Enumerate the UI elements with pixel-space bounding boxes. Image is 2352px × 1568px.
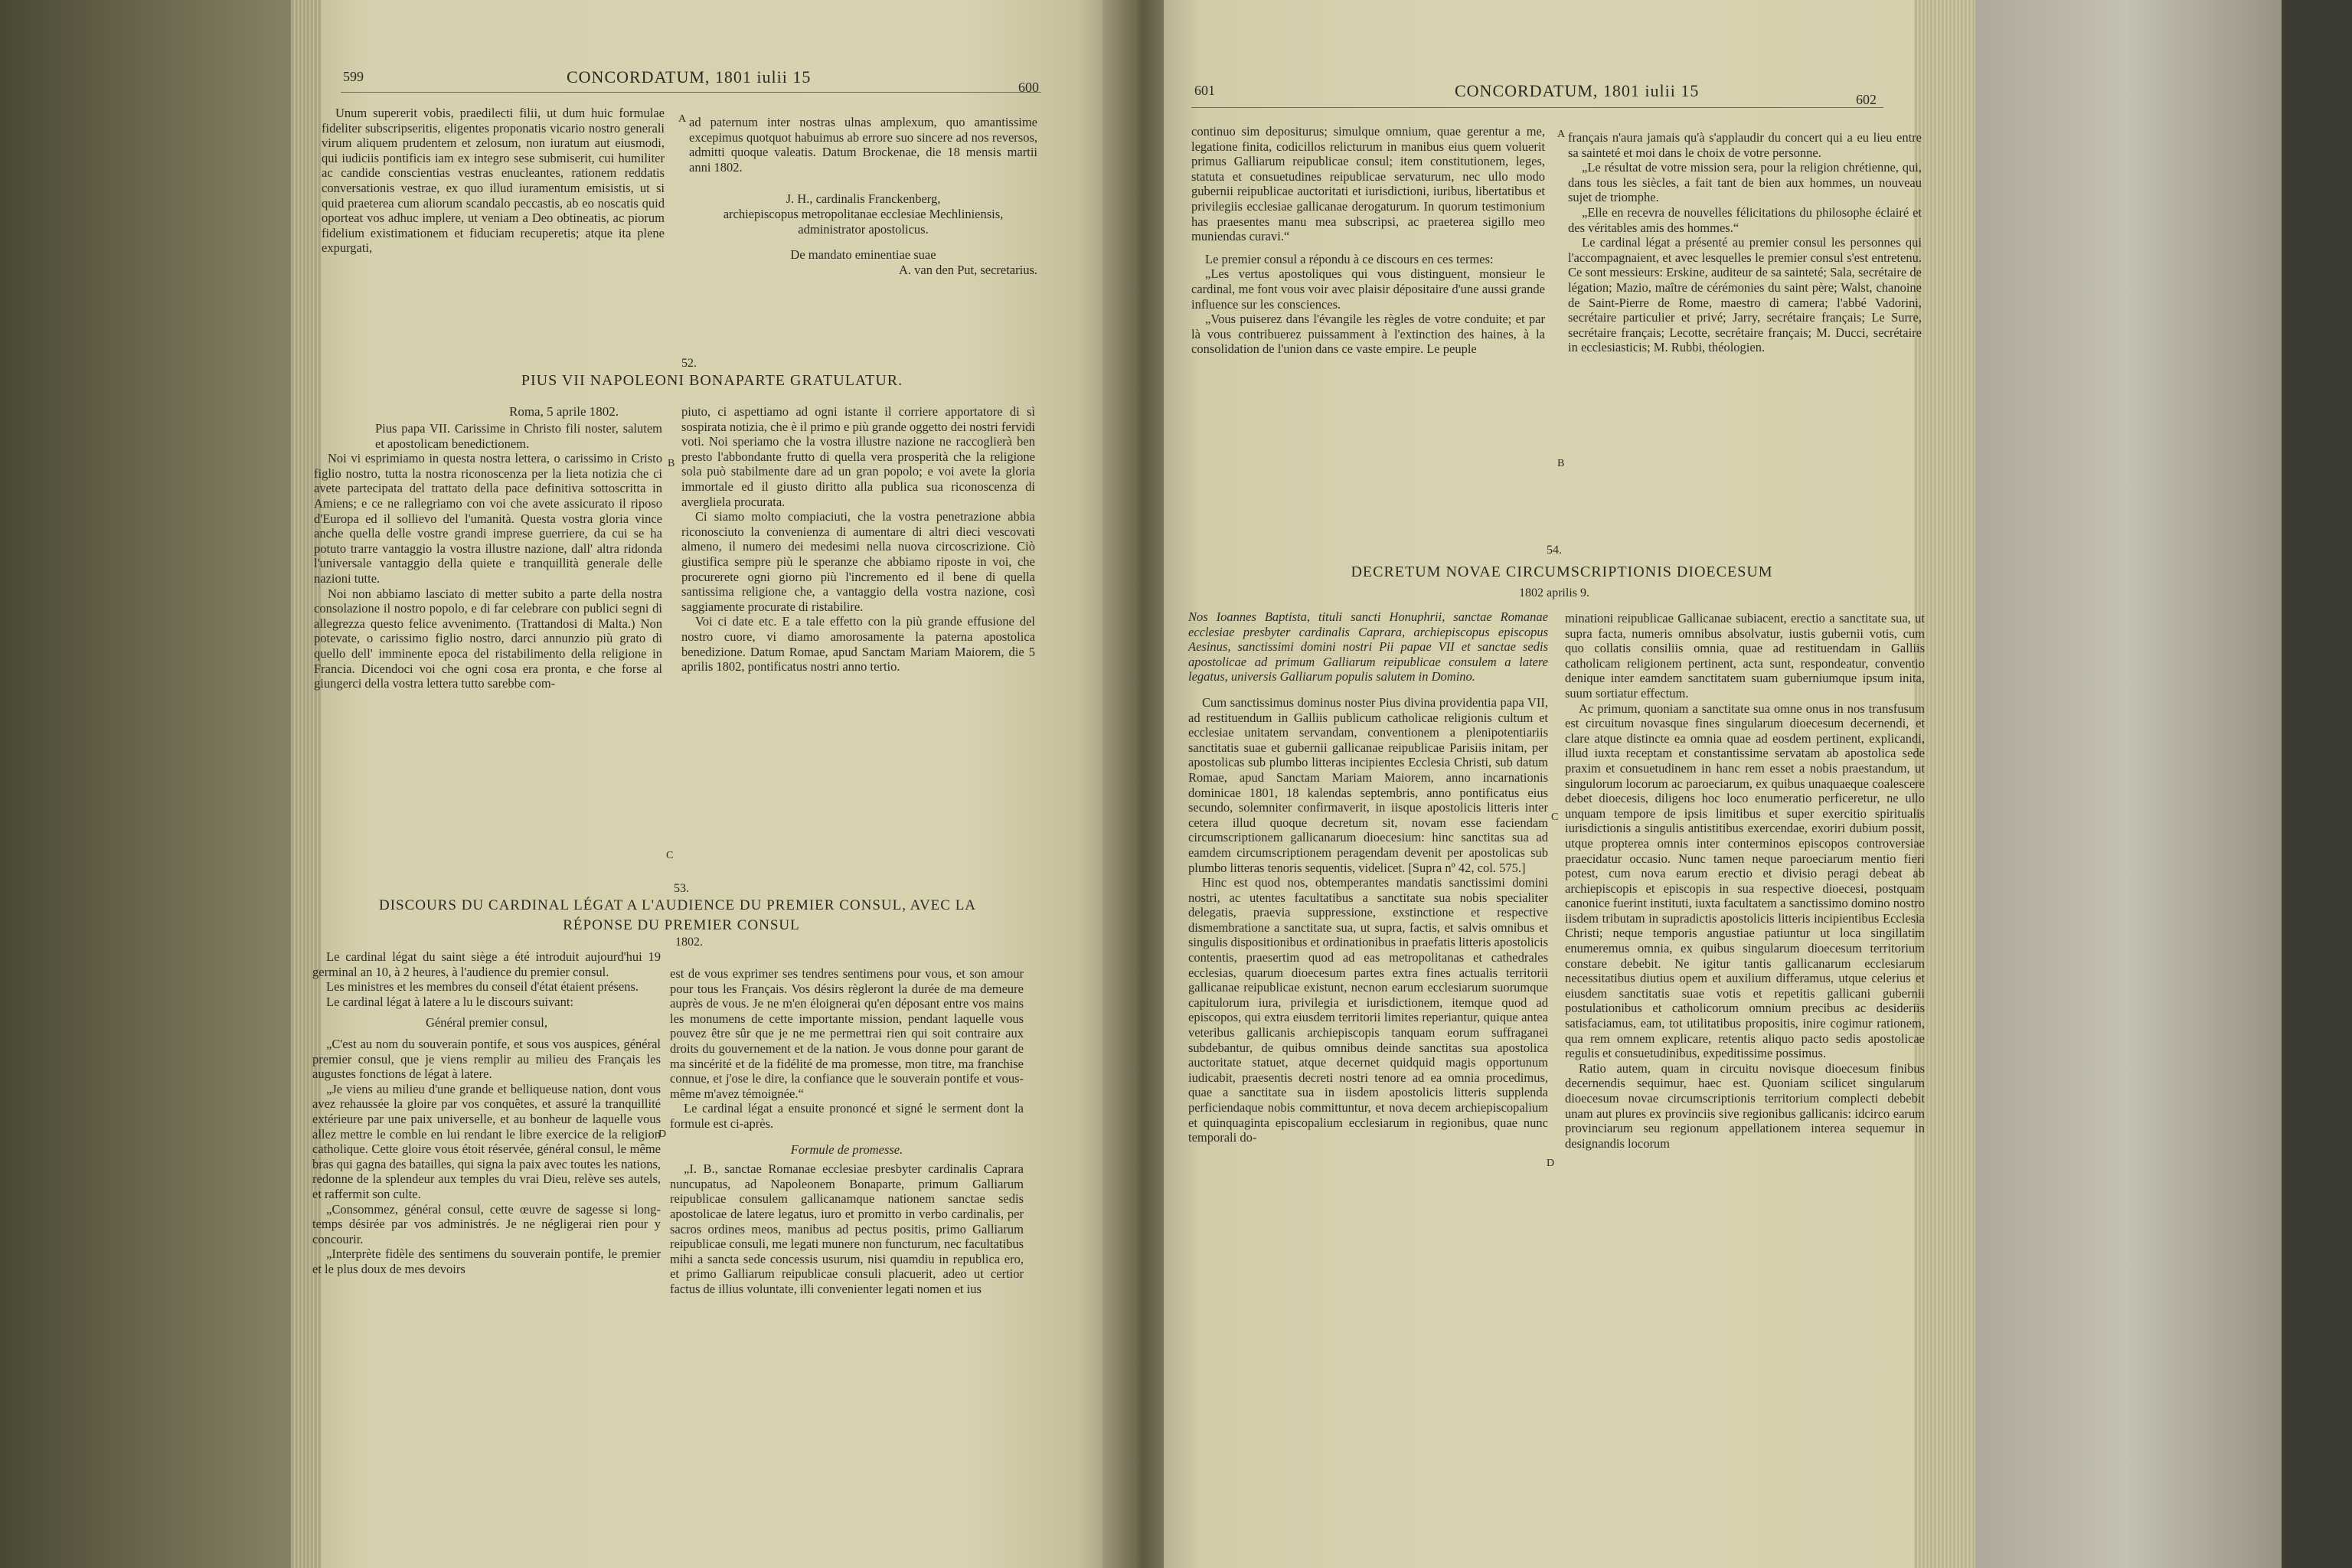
paragraph: Unum supererit vobis, praedilecti filii, ut dum huic formulae fideliter subscripseritis, eligentes proponatis vicario nostro generali virum aliquem prudentem et zelosum, non iuratum aut eiusmodi, qui iudiciis pontificis iam ex integro sese submiserit, cui humiliter ac candide conscientias vestras enucleantes, rationem reddatis conversationis vestrae, ex quo illud iuramentum emisistis, ut si quid praeterea cum aliorum scandalo peccastis, ab eo noscatis quid oporteat vos adhuc implere, ut veniam a Deo obtineatis, ac piorum fidelium existimationem et fiduciam recuperetis; atque ita plene expurgati, [322, 106, 665, 256]
paragraph: continuo sim depositurus; simulque omnium, quae gerentur a me, legatione finita, codicillos relicturum in manibus eius quem voluerit primus Galliarum reipublicae consul; item constitutionem, leges, statuta et consuetudines reipublicae servaturum, nec ullo modo gubernii reipublicae auctoritati et iurisdictioni, iuribus, libertatibus et privilegiis ecclesiae gallicanae derogaturum. In quorum testimonium has praesentes manu mea subscripsi, ac praeterea sigillo meo muniendas curavi.“ [1191, 124, 1545, 244]
paragraph: Le premier consul a répondu à ce discours en ces termes: [1205, 251, 1494, 266]
intro-paragraph: Nos Ioannes Baptista, tituli sancti Honuphrii, sanctae Romanae ecclesiae presbyter cardinalis Caprara, archiepiscopus episcopus Aesinus, sanctissimi domini nostri Pii papae VII et sanctae sedis apostolicae ad primum Galliarum reipublicae consulem a latere legatus, universis Galliarum populis salutem in Domino. [1188, 609, 1548, 684]
paragraph: „Consommez, général consul, cette œuvre de sagesse si long-temps désirée par vos administrés. Je ne négligerai rien pour y concourir. [312, 1201, 661, 1246]
right-top-column-1 [1191, 124, 1545, 357]
document-year-53: 1802. [675, 936, 703, 949]
paragraph: Le cardinal légat à latere a lu le discours suivant: [326, 994, 573, 1009]
paragraph: Le cardinal légat a ensuite prononcé et signé le serment dont la formule est ci-après. [670, 1101, 1024, 1131]
paragraph: „Vous puiserez dans l'évangile les règles de votre conduite; et par là vous contribuerez puissamment à l'extinction des haines, à la consolidation de l'union dans ce vaste empire. Le peuple [1191, 312, 1545, 357]
paragraph: minationi reipublicae Gallicanae subiacent, erectio a sanctitate sua, ut supra facta, numeris omnibus absolvatur, iustis gubernii votis, cum quo collatis consiliis omnia, quae ad restituendam in Galliis catholicam religionem pertinent, acta sunt, respondeatur, conventio denique inter eamdem sanctitatem suam guberniumque ipsum inita, suum sortiatur effectum. [1565, 611, 1925, 701]
paragraph: Les ministres et les membres du conseil d'état étaient présens. [326, 979, 639, 995]
doc54-column-1 [1188, 609, 1548, 1145]
document-number-54: 54. [1547, 544, 1562, 557]
page-number-599: 599 [343, 69, 364, 84]
paragraph: Noi non abbiamo lasciato di metter subito a parte della nostra consolazione il nostro popolo, e di far celebrare con publici segni di allegrezza questo felice avvenimento. (Trattandosi di Malta.) Non potevate, o carissimo figlio nostro, darci annunzio più grato di quello dell' imminente epoca del ristabilimento della religione in Francia. Dicendoci voi che ogni cosa era pronta, e che forse al giungerci della vostra lettera tutto sarebbe com- [314, 586, 662, 691]
paragraph: piuto, ci aspettiamo ad ogni istante il corriere apportatore di sì sospirata notizia, che è il primo e più grande oggetto dei nostri fervidi voti. Noi speriamo che la vostra illustre nazione ne raccoglierà ben presto l'abbondante frutto di quella vera prosperità che la religione sola può stabilmente dare ad un gran popolo; e voi avete la gloria immortale ed il giusto diritto alla publica sua riconoscenza di avergliela procurata. [681, 404, 1035, 509]
running-title-right: CONCORDATUM, 1801 iulii 15 [1455, 81, 1700, 100]
page-number-600: 600 [1018, 80, 1039, 95]
doc53-column-2 [670, 966, 1024, 1296]
signature-title: archiepiscopus metropolitanae ecclesiae Mechliniensis, administrator apostolicus. [723, 206, 1004, 237]
margin-letter-d: D [1547, 1158, 1555, 1169]
margin-letter-a: A [678, 113, 687, 125]
background-edge [2282, 0, 2352, 1568]
document-heading-53-line2: RÉPONSE DU PREMIER CONSUL [563, 917, 800, 933]
header-rule-right [1191, 107, 1883, 108]
document-number-53: 53. [674, 882, 689, 895]
paragraph: Ci siamo molto compiaciuti, che la vostra penetrazione abbia riconosciuto la convenienza di aumentare di altri dieci vescovati almeno, il numero dei medesimi nella nuova circoscrizione. Ciò giustifica sempre più le speranze che abbiamo riposte in voi, che procurerete ogni giorno più l'incremento ed il bene di quella santissima religione che, a vantaggio della vostra nazione, così saggiamente procurate di ristabilire. [681, 509, 1035, 614]
paragraph: „C'est au nom du souverain pontife, et sous vos auspices, général premier consul, que je viens remplir au milieu des Français les augustes fonctions de légat à latere. [312, 1036, 661, 1082]
margin-letter-a: A [1557, 129, 1566, 140]
paragraph: Ratio autem, quam in circuitu novisque dioecesum finibus decernendis sequimur, haec est. Quoniam scilicet singularum dioecesum novae circumscriptionis territorium complecti debebit unam aut plures ex provinciis sive regionibus gallicanis: idcirco earum provinciarum seu regionum appellationem interea sequemur in designandis locorum [1565, 1060, 1925, 1151]
paragraph: est de vous exprimer ses tendres sentimens pour vous, et son amour pour tous les Français. Vos désirs règleront la durée de ma demeure auprès de vous. Je ne m'en éloignerai qu'en déposant entre vos mains les monumens de cette importante mission, pendant laquelle vous pouvez être sûr que je ne me permettrai rien qui soit contraire aux droits du gouvernement et de la nation. Je vous donne pour garant de ma sincérité et de la fidélité de ma promesse, mon titre, ma franchise connue, et j'ose le dire, la confiance que le souverain pontife et vous-même m'avez témoignée.“ [670, 966, 1024, 1101]
doc53-column-1 [312, 949, 661, 1276]
paragraph: „Je viens au milieu d'une grande et belliqueuse nation, dont vous avez rehaussée la gloire par vos conquêtes, et assuré la tranquillité extérieure par une paix universelle, et au bonheur de laquelle vous allez mettre le comble en lui rendant le libre exercice de la religion catholique. Cette gloire vous étoit réservée, général consul, le même bras qui gagna des batailles, qui signa la paix avec toutes les nations, redonne de la splendeur aux temples du vrai Dieu, relève ses autels, et raffermit son culte. [312, 1081, 661, 1201]
margin-letter-c: C [666, 850, 674, 861]
margin-letter-d: D [658, 1129, 667, 1140]
page-number-602: 602 [1856, 92, 1877, 107]
paragraph: Noi vi esprimiamo in questa nostra lettera, o carissimo in Cristo figlio nostro, tutta la nostra riconoscenza per la lieta notizia che ci avete partecipata del trattato della pace definitiva sottoscritta in Amiens; e ce ne rallegriamo con voi che avete assicurato il riposo d'Europa ed il sollievo del l'umanità. Questa vostra gloria vince anche quella delle vostre grandi imprese guerriere, da cui se ha potuto trarre vantaggio la vostra illustre nazione, dall' altra ridonda l'universale vantaggio della quiete e tranquillità generale delle nazioni tutte. [314, 451, 662, 586]
paragraph: Le cardinal légat a présenté au premier consul les personnes qui l'accompagnaient, et avec lesquelles le premier consul s'est entretenu. Ce sont messieurs: Erskine, auditeur de sa sainteté; Sala, secrétaire de légation; Mazio, maître de cérémonies du saint père; Walst, chanoine de Saint-Pierre de Rome, maestro di camera; l'abbé Vadorini, secrétaire particulier et privé; Jarry, secrétaire français; Le Surre, secrétaire français; Lecotte, secrétaire français; M. Ducci, secrétaire in ecclesiasticis; M. Rubbi, théologien. [1568, 235, 1922, 355]
doc52-column-2 [681, 404, 1035, 675]
signature: J. H., cardinalis Franckenberg, [786, 191, 941, 207]
paragraph: Voi ci date etc. E a tale effetto con la più grande effusione del nostro cuore, vi diamo amorosamente la paterna apostolica benedizione. Datum Romae, apud Sanctam Mariam Maiorem, die 5 aprilis 1802, pontificatus nostri anno tertio. [681, 614, 1035, 675]
paragraph: „I. B., sanctae Romanae ecclesiae presbyter cardinalis Caprara nuncupatus, ad Napoleonem Bonaparte, primum Galliarum reipublicae consulem gallicanamque nationem sanctae sedis apostolicae de latere legatus, iuro et promitto in verbo cardinalis, per sacros ordines meos, manibus ad pectus positis, primo Galliarum reipublicae consuli, me legati munere non functurum, nec facultatibus mihi a sancta sede concessis usurum, nisi quamdiu in republica ero, et primo Galliarum reipublicae consuli placuerit, adeo ut certior factus de illius voluntate, illi convenienter legati nomen et ius [670, 1161, 1024, 1296]
margin-letter-b: B [668, 458, 675, 469]
paragraph: „Le résultat de votre mission sera, pour la religion chrétienne, qui, dans tous les siècles, a fait tant de bien aux hommes, un nouveau sujet de triomphe. [1568, 160, 1922, 205]
left-top-column-2 [689, 115, 1037, 277]
paragraph: „Elle en recevra de nouvelles félicitations du philosophe éclairé et des véritables amis des hommes.“ [1568, 204, 1922, 235]
right-top-column-2 [1568, 130, 1922, 355]
paragraph: français n'aura jamais qu'à s'applaudir du concert qui a eu lieu entre sa sainteté et moi dans le choix de votre personne. [1568, 130, 1922, 160]
doc54-column-2 [1565, 611, 1925, 1151]
secretary: A. van den Put, secretarius. [899, 262, 1037, 277]
page-number-601: 601 [1194, 83, 1215, 98]
paragraph: „Interprète fidèle des sentimens du souverain pontife, le premier et le plus doux de mes devoirs [312, 1246, 661, 1276]
paragraph: Ac primum, quoniam a sanctitate sua omne onus in nos transfusum est circuitum novasque fines singularum dioecesum decernendi, et clare atque distincte ea omnia quae ad eosdem pertinent, explicandi, illud iuxta receptam et constantissime servatam ab apostolica sede praxim et consuetudinem in hanc rem esset a nobis praestandum, ut singulorum locorum ac paroeciarum, ex quibus unaquaeque coalescere debet dioecesis, diligens hoc loco enumeratio perficeretur, ne ullo unquam tempore de ipsis limitibus et super exercitio spiritualis iurisdictionis a singulis antistitibus exercendae, exoriri dubium possit, utque propterea omnis inter conterminos episcopos controversiae praecidatur occasio. Nunc tamen neque paroeciarum mentio fieri potest, cum nova earum erectio et divisio peragi debeat ab archiepiscopis et episcopis in sua respective dioecesi, postquam canonice fuerint instituti, iuxta facultatem a sanctissimo domino nostro iisdem tributam in supradictis apostolicis litteris incipientibus Ecclesia Christi; neque temporis angustiae patiuntur ut loca singillatim enumeremus omnia, ex quibus singularum dioecesum territorium constare debebit. Ne igitur tantis gallicanarum ecclesiarum necessitatibus diutius opem et auxilium differamus, utque celerius et eiusdem sanctitatis suae votis et repetitis gallicani gubernii postulationibus et catholicorum omnium precibus ac desideriis satisfaciamus, eam, tot utilitatibus propositis, inire cogimur rationem, qua rem omnem explicare, retentis aliquo pacto sedis apostolicae regulis et consuetudinibus, expeditissime possimus. [1565, 701, 1925, 1061]
left-top-column-1 [322, 106, 665, 256]
paragraph: Hinc est quod nos, obtemperantes mandatis sanctissimi domini nostri, ac utentes facultatibus a sanctitate sua nobis specialiter delegatis, praevia suppressione, exstinctione et respective dismembratione a sanctitate sua, ut supra, factis, et salvis omnibus et singulis dispositionibus et ordinationibus in praefatis litteris apostolicis contentis, praesertim quod ad eas metropolitanas et cathedrales ecclesias, quarum dioecesum partes extra fines actualis territorii gallicanae reipublicae existunt, necnon earum ecclesiarum suorumque capitulorum iura, privilegia et iurisdictionem, itemque quod ad episcopos, qui extra eiusdem territorii limites reperiantur, quique antea veteribus gallicanis archiepiscopis tanquam eorum suffraganei subdebantur, de quibus omnibus deinde sanctitas sua apostolica auctoritate statuet, atque decernet quidquid magis opportunum iudicabit, praesentis decreti nostri tenore ad ea omnia procedimus, quae a sanctitate sua in iisdem apostolicis litteris supplenda perficiendaque nobis committuntur, et nova decem archiepiscopalium et quinquaginta episcopalium ecclesiarum in regionibus, quae nunc temporali do- [1188, 875, 1548, 1145]
document-heading-52: PIUS VII NAPOLEONI BONAPARTE GRATULATUR. [521, 372, 903, 389]
margin-letter-c: C [1551, 812, 1559, 823]
header-rule-left [341, 92, 1041, 93]
paragraph: „Les vertus apostoliques qui vous distinguent, monsieur le cardinal, me font vous voir avec plaisir dépositaire d'une aussi grande influence sur les consciences. [1191, 266, 1545, 312]
book-shadow [0, 0, 306, 1568]
doc52-column-1 [314, 421, 662, 691]
mandate: De mandato eminentiae suae [790, 247, 936, 263]
document-date-52: Roma, 5 aprile 1802. [509, 404, 619, 419]
paragraph: Le cardinal légat du saint siège a été introduit aujourd'hui 19 germinal an 10, à 2 heures, à l'audience du premier consul. [312, 949, 661, 979]
paragraph: ad paternum inter nostras ulnas amplexum, quo amantissime excepimus quotquot habuimus ab errore suo sincere ad nos reversos, admitti quoque valeatis. Datum Brockenae, die 18 mensis martii anni 1802. [689, 115, 1037, 175]
salutation: Général premier consul, [426, 1015, 547, 1031]
document-number-52: 52. [681, 357, 697, 370]
paragraph: Cum sanctissimus dominus noster Pius divina providentia papa VII, ad restituendum in Galliis publicum catholicae religionis cultum et ecclesiae unitatem servandam, conventionem a plenipotentiariis sanctitatis suae et gubernii gallicanae reipublicae Parisiis initam, per apostolicas sub plumbo litteras incipientes Ecclesia Christi, sub datum Romae, apud Sanctam Mariam Maiorem, anno incarnationis dominicae 1801, 18 kalendas septembris, anno pontificatus eius secundo, solemniter confirmaverit, in iisque apostolicis litteris inter cetera illud quoque decretum sit, novam esse faciendam circumscriptionem gallicanarum dioecesium: hinc sanctitas sua ad eamdem circumscriptionem peragendam devenit per apostolicas sub plumbo litteras tenoris sequentis, videlicet. [Supra nº 42, col. 575.] [1188, 694, 1548, 875]
formula-title: Formule de promesse. [790, 1142, 903, 1157]
document-date-54: 1802 aprilis 9. [1519, 586, 1589, 599]
document-heading-54: DECRETUM NOVAE CIRCUMSCRIPTIONIS DIOECESUM [1351, 564, 1773, 580]
margin-letter-b: B [1557, 458, 1565, 469]
document-heading-53: DISCOURS DU CARDINAL LÉGAT A L'AUDIENCE DU PREMIER CONSUL, AVEC LA [378, 897, 977, 913]
running-title-left: CONCORDATUM, 1801 iulii 15 [567, 67, 812, 87]
paragraph: Pius papa VII. Carissime in Christo fili noster, salutem et apostolicam benedictionem. [375, 421, 662, 451]
